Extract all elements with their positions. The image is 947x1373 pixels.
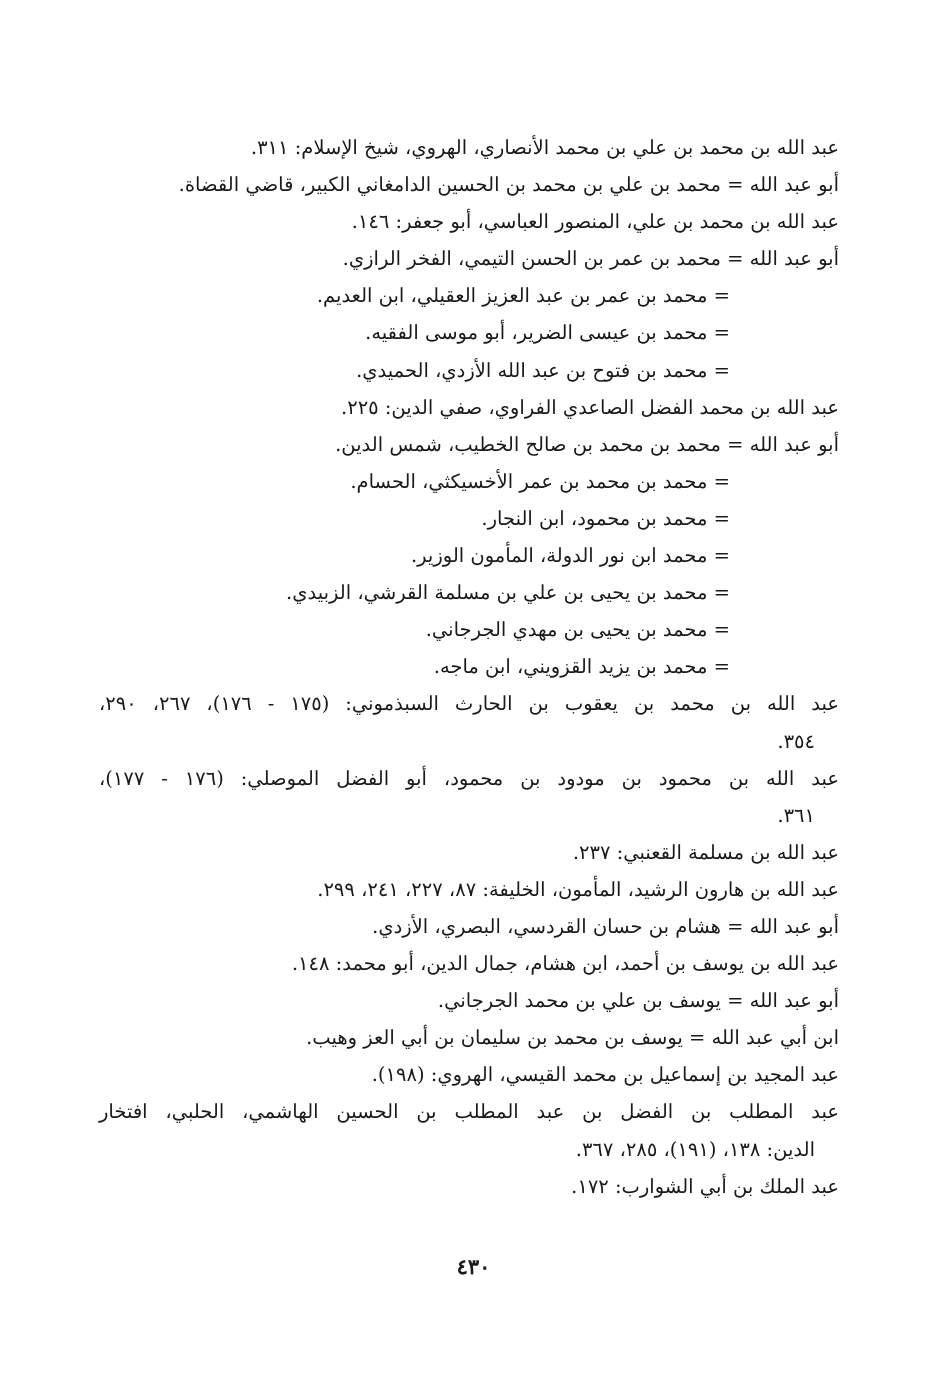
index-subentry: = محمد بن عمر بن عبد العزيز العقيلي، ابن العديم. (316, 284, 730, 308)
index-entry: عبد الله بن محمد الفضل الصاعدي الفراوي، صفي الدين: ٢٢٥. (341, 395, 839, 419)
index-entry-continuation: الدين: ١٣٨، (١٩١)، ٢٨٥، ٣٦٧. (575, 1137, 815, 1161)
page-number: ٤٣٠ (456, 1254, 491, 1279)
index-entry-continuation: ٣٥٤. (777, 729, 815, 753)
index-entry: عبد الله بن مسلمة القعنبي: ٢٣٧. (572, 840, 839, 864)
index-subentry: = محمد بن محمود، ابن النجار. (481, 506, 730, 530)
index-subentry: = محمد بن محمد بن عمر الأخسيكثي، الحسام. (350, 469, 730, 493)
index-entry: عبد الله بن يوسف بن أحمد، ابن هشام، جمال الدين، أبو محمد: ١٤٨. (291, 952, 839, 976)
index-entry: عبد الله بن هارون الرشيد، المأمون، الخليفة: ٨٧، ٢٢٧، ٢٤١، ٢٩٩. (317, 877, 839, 901)
index-subentry: = محمد بن يزيد القزويني، ابن ماجه. (433, 655, 730, 679)
index-entry: عبد الله بن محمود بن مودود بن محمود، أبو الفضل الموصلي: (١٧٦ - ١٧٧)، (99, 766, 839, 790)
index-subentry: = محمد بن فتوح بن عبد الله الأزدي، الحميدي. (356, 358, 730, 382)
index-subentry: = محمد بن يحيى بن مهدي الجرجاني. (425, 618, 730, 642)
index-entry: أبو عبد الله = محمد بن علي بن محمد بن الحسين الدامغاني الكبير، قاضي القضاة. (178, 173, 839, 197)
index-entry-continuation: ٣٦١. (777, 803, 815, 827)
index-entry: أبو عبد الله = هشام بن حسان القردسي، البصري، الأزدي. (372, 914, 839, 938)
index-entry: عبد المطلب بن الفضل بن عبد المطلب بن الحسين الهاشمي، الحلبي، افتخار (99, 1100, 839, 1124)
name-index-list (99, 129, 839, 1205)
index-entry: ابن أبي عبد الله = يوسف بن محمد بن سليمان بن أبي العز وهيب. (306, 1026, 839, 1050)
index-subentry: = محمد بن يحيى بن علي بن مسلمة القرشي، الزبيدي. (286, 581, 730, 605)
index-subentry: = محمد ابن نور الدولة، المأمون الوزير. (410, 544, 730, 568)
index-entry: أبو عبد الله = يوسف بن علي بن محمد الجرجاني. (437, 989, 839, 1013)
index-entry: عبد الله بن محمد بن علي بن محمد الأنصاري، الهروي، شيخ الإسلام: ٣١١. (250, 136, 839, 159)
index-entry: عبد الله بن محمد بن يعقوب بن الحارث السبذموني: (١٧٥ - ١٧٦)، ٢٦٧، ٢٩٠، (99, 692, 839, 716)
index-entry: عبد الملك بن أبي الشوارب: ١٧٢. (571, 1174, 839, 1198)
index-entry: عبد الله بن محمد بن علي، المنصور العباسي، أبو جعفر: ١٤٦. (351, 210, 839, 234)
index-entry: عبد المجيد بن إسماعيل بن محمد القيسي، الهروي: (١٩٨). (371, 1063, 839, 1087)
index-entry: أبو عبد الله = محمد بن عمر بن الحسن التيمي، الفخر الرازي. (342, 247, 839, 271)
index-subentry: = محمد بن عيسى الضرير، أبو موسى الفقيه. (365, 321, 730, 345)
index-entry: أبو عبد الله = محمد بن محمد بن صالح الخطيب، شمس الدين. (335, 432, 839, 456)
